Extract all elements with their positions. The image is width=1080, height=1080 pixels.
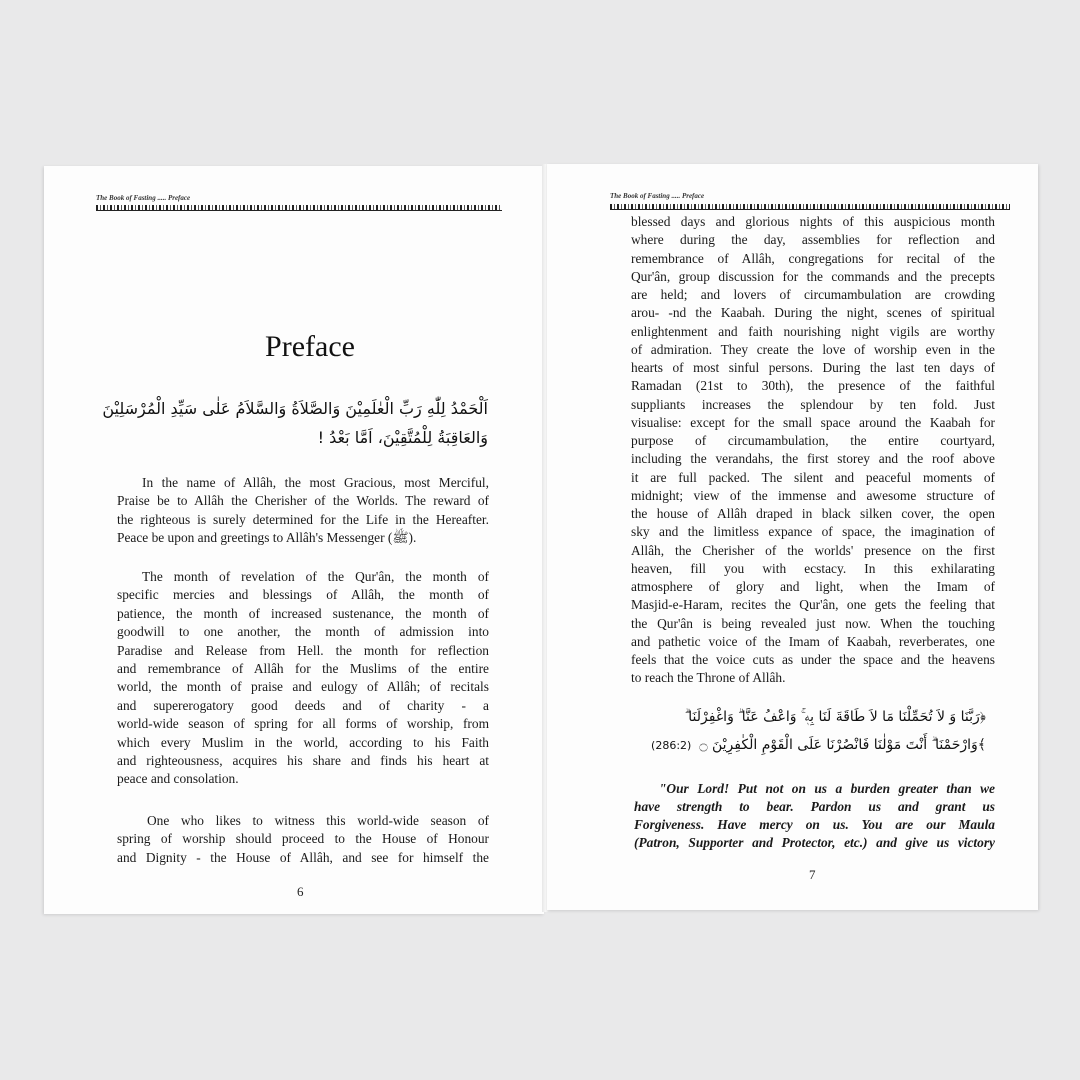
running-head-left: The Book of Fasting ..... Preface bbox=[96, 194, 191, 202]
translation-line: have strength to bear. Pardon us and grant us bbox=[634, 799, 995, 814]
paragraph-line: midnight; view of the immense and awesome structure of bbox=[631, 487, 995, 503]
arabic-verse-line-2: وَارْحَمْنَا ۗ أَنْتَ مَوْلٰنَا فَانْصُرْنَا عَلَى الْقَوْمِ الْكٰفِرِيْنَ ۝﴾ bbox=[699, 737, 986, 753]
paragraph-line: including the verandahs, the first storey and the roof above bbox=[631, 451, 995, 467]
paragraph-line: Allâh, the Cherisher of the worlds' presence on the first bbox=[631, 542, 995, 558]
paragraph-line: the house of Allâh draped in black silken cover, the open bbox=[631, 506, 995, 521]
paragraph-line: and supererogatory good deeds and of charity - a bbox=[117, 697, 489, 713]
paragraph-continued bbox=[631, 213, 995, 688]
paragraph-line: sky and the limitless expance of space, the imagination of bbox=[631, 524, 995, 540]
paragraph-line: and righteousness, acquires his share and finds his heart at bbox=[117, 753, 489, 769]
arabic-verse-line-2-row bbox=[651, 736, 986, 754]
paragraph-line: The month of revelation of the Qur'ân, the month of bbox=[142, 569, 489, 584]
paragraph-2 bbox=[117, 568, 489, 789]
ornament-rule-left bbox=[96, 205, 502, 211]
paragraph-line: are held; and lovers of circumambulation are crowding bbox=[631, 287, 995, 302]
paragraph-line: suppliants increases the splendour by ten fold. Just bbox=[631, 396, 995, 412]
left-page bbox=[44, 166, 544, 914]
running-head-right: The Book of Fasting ..... Preface bbox=[610, 192, 705, 200]
page-number-right: 7 bbox=[809, 867, 816, 882]
paragraph-line: Paradise and Release from Hell. the month for reflection bbox=[117, 642, 489, 658]
verse-translation bbox=[634, 780, 995, 852]
paragraph-line: hearts of most sinful persons. During the last ten days of bbox=[631, 360, 995, 375]
paragraph-line: remembrance of Allâh, congregations for recital of the bbox=[631, 250, 995, 266]
paragraph-line: peace and consolation. bbox=[117, 771, 239, 787]
paragraph-line: and remembrance of Allâh for the Muslims of the entire bbox=[117, 661, 489, 677]
paragraph-line: world-wide season of spring for all forms of worship, from bbox=[117, 716, 489, 732]
paragraph-line: blessed days and glorious nights of this auspicious month bbox=[631, 214, 995, 229]
paragraph-line: goodwill to one another, the month of admission into bbox=[117, 624, 489, 640]
verse-reference: (286:2) bbox=[651, 739, 692, 752]
paragraph-line: it are full packed. The silent and peaceful moments of bbox=[631, 469, 995, 485]
paragraph-line: to reach the Throne of Allâh. bbox=[631, 670, 786, 686]
paragraph-line: patience, the month of increased sustenance, the month of bbox=[117, 605, 489, 621]
page-number-left: 6 bbox=[297, 884, 304, 899]
translation-line: Forgiveness. Have mercy on us. You are our Maula bbox=[634, 817, 995, 832]
page-title: Preface bbox=[265, 330, 355, 363]
ornament-rule-right bbox=[610, 204, 1010, 210]
paragraph-line: visualise: except for the small space around the Kaabah for bbox=[631, 414, 995, 430]
paragraph-line: Ramadan (21st to 30th), the presence of the faithful bbox=[631, 378, 995, 394]
paragraph-line: the Qur'ân is being revealed just now. When the touching bbox=[631, 615, 995, 631]
paragraph-line: and pathetic voice of the Imam of Kaabah, reverberates, one bbox=[631, 633, 995, 649]
arabic-line-2: وَالعَاقِبَةُ لِلْمُتَّقِيْنَ، اَمَّا بَعْدُ ! bbox=[317, 428, 488, 447]
paragraph-line: One who likes to witness this world-wide season of bbox=[147, 813, 489, 828]
paragraph-line: of admiration. They create the love of worship even in the bbox=[631, 341, 995, 357]
paragraph-line: enlightenment and faith nourishing night vigils are worthy bbox=[631, 323, 995, 339]
paragraph-line: arou- -nd the Kaabah. During the night, scenes of spiritual bbox=[631, 305, 995, 321]
arabic-line-1: اَلْحَمْدُ لِلّٰهِ رَبِّ الْعٰلَمِيْنَ وَالصَّلاَةُ وَالسَّلاَمُ عَلٰى سَيِّدِ الْمُرْسَلِيْنَ bbox=[102, 399, 488, 418]
paragraph-line: where during the day, assemblies for reflection and bbox=[631, 232, 995, 248]
paragraph-line: and Dignity - the House of Allâh, and see for himself the bbox=[117, 849, 489, 865]
translation-line: "Our Lord! Put not on us a burden greater than we bbox=[659, 781, 995, 796]
paragraph-line: feels that the voice cuts as under the space and the heavens bbox=[631, 652, 995, 667]
book-spread bbox=[44, 166, 1038, 914]
paragraph-3 bbox=[117, 812, 489, 867]
paragraph-line: world, the month of praise and eulogy of Allâh; of recitals bbox=[117, 679, 489, 695]
paragraph-line: atmosphere of glory and light, when the Imam of bbox=[631, 579, 995, 594]
paragraph-line: which every Muslim in the world, according to his Faith bbox=[117, 734, 489, 750]
paragraph-line: Masjid-e-Haram, recites the Qur'ân, one gets the feeling that bbox=[631, 597, 995, 613]
paragraph-line: In the name of Allâh, the most Gracious, most Merciful, bbox=[142, 475, 489, 490]
translation-line: (Patron, Supporter and Protector, etc.) and give us victory bbox=[634, 835, 995, 850]
paragraph-line: spring of worship should proceed to the House of Honour bbox=[117, 831, 489, 847]
paragraph-line: heaven, fill you with ecstacy. In this exhilarating bbox=[631, 560, 995, 576]
paragraph-line: specific mercies and blessings of Allâh, the month of bbox=[117, 587, 489, 603]
paragraph-line: Peace be upon and greetings to Allâh's Messenger (ﷺ). bbox=[117, 530, 417, 546]
paragraph-1 bbox=[117, 474, 489, 548]
arabic-verse-line-1: ﴿رَبَّنَا وَ لاَ تُحَمِّلْنَا مَا لاَ طَاقَةَ لَنَا بِهٖ ۚ وَاعْفُ عَنَّا ۗ وَاغْفِرْلَنَا ۗ bbox=[684, 709, 986, 725]
paragraph-line: purpose of circumambulation, the entire courtyard, bbox=[631, 433, 995, 448]
paragraph-line: the righteous is surely determined for the Life in the Hereafter. bbox=[117, 511, 489, 527]
paragraph-line: Qur'ân, group discussion for the commands and the precepts bbox=[631, 268, 995, 284]
right-page bbox=[547, 164, 1038, 910]
paragraph-line: Praise be to Allâh the Cherisher of the Worlds. The reward of bbox=[117, 493, 489, 509]
